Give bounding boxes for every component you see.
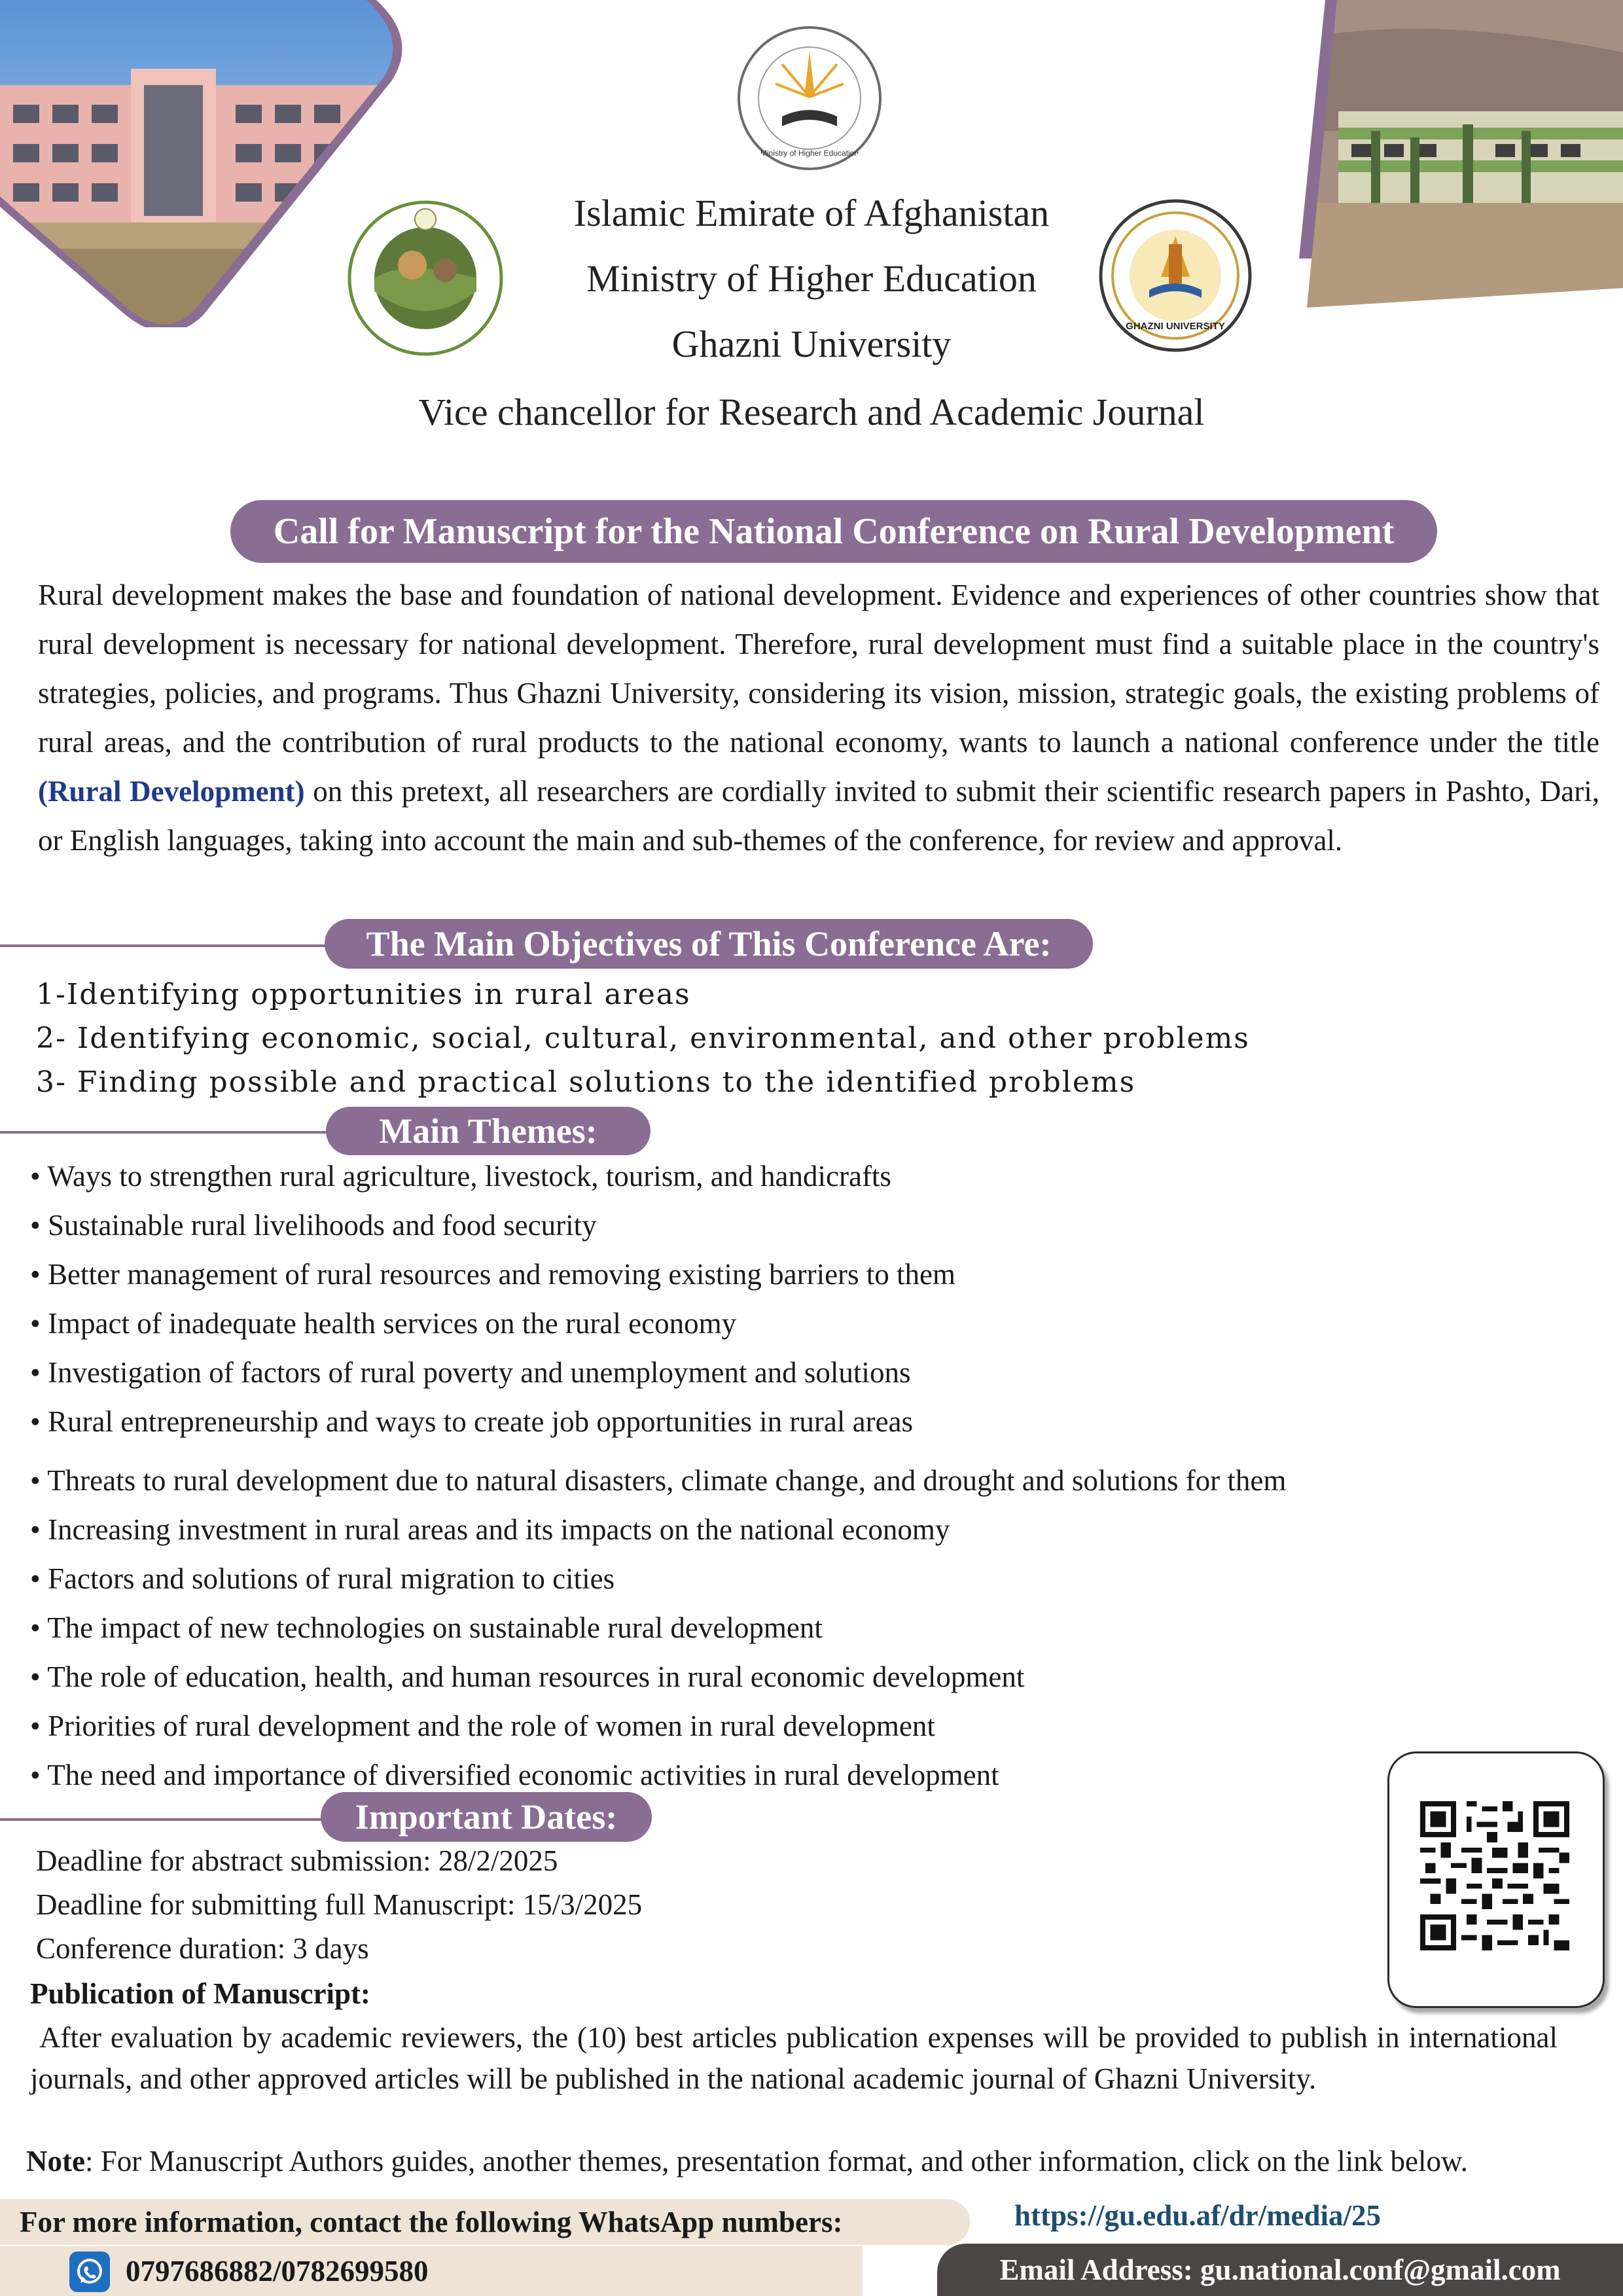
theme-item: • The need and importance of diversified economic activities in rural development <box>30 1759 999 1791</box>
theme-item: • Increasing investment in rural areas and its impacts on the national economy <box>30 1513 950 1546</box>
themes-list <box>30 1152 1535 1800</box>
header-university: Ghazni University <box>671 323 952 365</box>
theme-item: • Threats to rural development due to natural disasters, climate change, and drought and solutions for them <box>30 1464 1287 1497</box>
header-emirate: Islamic Emirate of Afghanistan <box>573 192 1050 234</box>
objective-item: 3- Finding possible and practical solutions to the identified problems <box>36 1066 1136 1099</box>
whatsapp-icon <box>69 2251 110 2292</box>
page-title: Call for Manuscript for the National Conference on Rural Development <box>230 500 1437 563</box>
publication-heading: Publication of Manuscript: <box>30 1977 371 2010</box>
theme-item: • Investigation of factors of rural poverty and unemployment and solutions <box>30 1356 911 1389</box>
objective-item: 1-Identifying opportunities in rural areas <box>36 978 691 1011</box>
note <box>26 2144 1623 2178</box>
qr-code[interactable] <box>1420 1801 1569 1950</box>
email-address[interactable]: Email Address: gu.national.conf@gmail.com <box>999 2253 1561 2286</box>
theme-item: • Impact of inadequate health services on the rural economy <box>30 1307 737 1340</box>
theme-item: • Rural entrepreneurship and ways to create job opportunities in rural areas <box>30 1405 914 1438</box>
dates-heading: Important Dates: <box>321 1792 652 1842</box>
ministry-seal <box>736 25 883 172</box>
conference-duration: Conference duration: 3 days <box>36 1932 369 1965</box>
objectives-list <box>36 973 1410 1104</box>
theme-item: • Sustainable rural livelihoods and food security <box>30 1209 597 1242</box>
theme-item: • Priorities of rural development and the role of women in rural development <box>30 1710 935 1742</box>
theme-item: • Factors and solutions of rural migration to cities <box>30 1562 615 1595</box>
objectives-divider <box>0 944 340 947</box>
theme-item: • The role of education, health, and human resources in rural economic development <box>30 1660 1025 1693</box>
dates-list <box>36 1839 1214 1971</box>
intro-highlight: (Rural Development) <box>38 775 305 808</box>
theme-item: • The impact of new technologies on sustainable rural development <box>30 1611 823 1644</box>
themes-heading: Main Themes: <box>326 1107 651 1155</box>
theme-item: • Better management of rural resources and removing existing barriers to them <box>30 1258 956 1291</box>
whatsapp-contact-text: For more information, contact the following WhatsApp numbers: <box>20 2206 843 2238</box>
whatsapp-numbers[interactable]: 0797686882/0782699580 <box>126 2255 429 2287</box>
objective-item: 2- Identifying economic, social, cultural, environmental, and other problems <box>36 1022 1250 1055</box>
gu-seal-caption: GHAZNI UNIVERSITY <box>1126 321 1225 332</box>
ministry-seal-caption: Ministry of Higher Education <box>760 149 859 158</box>
header-ministry: Ministry of Higher Education <box>586 257 1037 300</box>
note-text: : For Manuscript Authors guides, another themes, presentation format, and other information, click on the link below. <box>84 2145 1468 2178</box>
objectives-heading: The Main Objectives of This Conference Are: <box>325 919 1093 969</box>
manuscript-deadline: Deadline for submitting full Manuscript: 15/3/2025 <box>36 1888 643 1921</box>
theme-item: • Ways to strengthen rural agriculture, livestock, tourism, and handicrafts <box>30 1160 891 1193</box>
intro-text-after: on this pretext, all researchers are cordially invited to submit their scientific research papers in Pashto, Dari, or English languages, taking into account the main and sub-themes of the conference, for review and approval. <box>38 775 1599 857</box>
dates-divider <box>0 1818 340 1821</box>
abstract-deadline: Deadline for abstract submission: 28/2/2025 <box>36 1844 558 1877</box>
themes-divider <box>0 1131 340 1134</box>
publication-body: After evaluation by academic reviewers, the (10) best articles publication expenses will be provided to publish in international journals, and other approved articles will be published in the national academic journal of Ghazni University. <box>30 2021 1558 2095</box>
conference-link[interactable]: https://gu.edu.af/dr/media/25 <box>1014 2199 1382 2232</box>
header-vice-chancellor: Vice chancellor for Research and Academic Journal <box>418 391 1205 433</box>
note-label: Note <box>26 2145 85 2178</box>
intro-text-before: Rural development makes the base and foundation of national development. Evidence and experiences of other countries show that rural development is necessary for national development. Therefore, rural development must find a suitable place in the country's strategies, policies, and programs. Thus Ghazni University, considering its vision, mission, strategic goals, the existing problems of rural areas, and the contribution of rural products to the national economy, wants to launch a national conference under the title <box>38 579 1599 759</box>
intro-paragraph <box>38 571 1599 865</box>
